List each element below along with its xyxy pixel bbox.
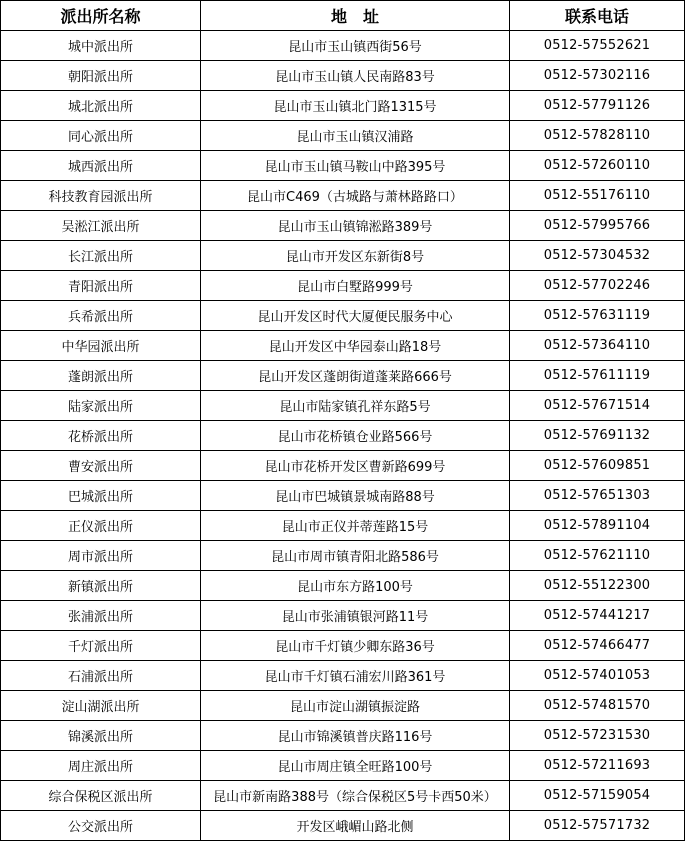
- phone-cell: 0512-57631119: [510, 301, 685, 331]
- phone-cell: 0512-57621110: [510, 541, 685, 571]
- address-cell: 昆山市锦溪镇普庆路116号: [201, 721, 510, 751]
- table-row: [1, 31, 685, 61]
- phone-cell: 0512-57691132: [510, 421, 685, 451]
- address-cell: 昆山市玉山镇汉浦路: [201, 121, 510, 151]
- address-cell: 昆山市玉山镇人民南路83号: [201, 61, 510, 91]
- station-name-cell: 正仪派出所: [1, 511, 201, 541]
- station-name-cell: 城北派出所: [1, 91, 201, 121]
- table-row: [1, 631, 685, 661]
- station-name-cell: 综合保税区派出所: [1, 781, 201, 811]
- address-cell: 昆山市开发区东新街8号: [201, 241, 510, 271]
- table-row: [1, 661, 685, 691]
- table-row: [1, 151, 685, 181]
- phone-cell: 0512-57611119: [510, 361, 685, 391]
- station-name-cell: 石浦派出所: [1, 661, 201, 691]
- table-row: [1, 301, 685, 331]
- station-name-cell: 中华园派出所: [1, 331, 201, 361]
- station-name-cell: 周庄派出所: [1, 751, 201, 781]
- phone-cell: 0512-57891104: [510, 511, 685, 541]
- station-name-cell: 蓬朗派出所: [1, 361, 201, 391]
- address-cell: 昆山市千灯镇少卿东路36号: [201, 631, 510, 661]
- phone-cell: 0512-57609851: [510, 451, 685, 481]
- address-cell: 昆山市巴城镇景城南路88号: [201, 481, 510, 511]
- station-name-cell: 兵希派出所: [1, 301, 201, 331]
- phone-cell: 0512-57304532: [510, 241, 685, 271]
- table-row: [1, 571, 685, 601]
- station-name-cell: 城西派出所: [1, 151, 201, 181]
- station-name-cell: 花桥派出所: [1, 421, 201, 451]
- address-cell: 昆山市玉山镇锦淞路389号: [201, 211, 510, 241]
- table-row: [1, 691, 685, 721]
- station-name-cell: 陆家派出所: [1, 391, 201, 421]
- address-cell: 昆山市玉山镇马鞍山中路395号: [201, 151, 510, 181]
- address-cell: 昆山市C469（古城路与萧林路路口）: [201, 181, 510, 211]
- table-row: [1, 451, 685, 481]
- table-row: [1, 361, 685, 391]
- station-name-cell: 巴城派出所: [1, 481, 201, 511]
- header-address: 地 址: [201, 1, 510, 31]
- station-name-cell: 周市派出所: [1, 541, 201, 571]
- phone-cell: 0512-57302116: [510, 61, 685, 91]
- station-name-cell: 新镇派出所: [1, 571, 201, 601]
- header-phone: 联系电话: [510, 1, 685, 31]
- phone-cell: 0512-57481570: [510, 691, 685, 721]
- phone-cell: 0512-57441217: [510, 601, 685, 631]
- address-cell: 昆山市白墅路999号: [201, 271, 510, 301]
- address-cell: 昆山市周市镇青阳北路586号: [201, 541, 510, 571]
- address-cell: 昆山市陆家镇孔祥东路5号: [201, 391, 510, 421]
- phone-cell: 0512-57671514: [510, 391, 685, 421]
- station-name-cell: 淀山湖派出所: [1, 691, 201, 721]
- station-name-cell: 科技教育园派出所: [1, 181, 201, 211]
- phone-cell: 0512-57702246: [510, 271, 685, 301]
- station-name-cell: 同心派出所: [1, 121, 201, 151]
- address-cell: 昆山市玉山镇西街56号: [201, 31, 510, 61]
- address-cell: 昆山市花桥镇仓业路566号: [201, 421, 510, 451]
- header-station-name: 派出所名称: [1, 1, 201, 31]
- table-row: [1, 331, 685, 361]
- station-name-cell: 青阳派出所: [1, 271, 201, 301]
- phone-cell: 0512-57364110: [510, 331, 685, 361]
- phone-cell: 0512-57995766: [510, 211, 685, 241]
- address-cell: 开发区峨嵋山路北侧: [201, 811, 510, 841]
- address-cell: 昆山市张浦镇银河路11号: [201, 601, 510, 631]
- station-name-cell: 曹安派出所: [1, 451, 201, 481]
- table-row: [1, 601, 685, 631]
- table-row: [1, 121, 685, 151]
- address-cell: 昆山市玉山镇北门路1315号: [201, 91, 510, 121]
- phone-cell: 0512-57466477: [510, 631, 685, 661]
- address-cell: 昆山市淀山湖镇振淀路: [201, 691, 510, 721]
- phone-cell: 0512-57211693: [510, 751, 685, 781]
- phone-cell: 0512-57231530: [510, 721, 685, 751]
- table-row: [1, 811, 685, 841]
- table-row: [1, 211, 685, 241]
- station-name-cell: 张浦派出所: [1, 601, 201, 631]
- station-name-cell: 吴淞江派出所: [1, 211, 201, 241]
- table-row: [1, 241, 685, 271]
- table-row: [1, 181, 685, 211]
- table-row: [1, 511, 685, 541]
- phone-cell: 0512-57791126: [510, 91, 685, 121]
- phone-cell: 0512-55122300: [510, 571, 685, 601]
- station-name-cell: 千灯派出所: [1, 631, 201, 661]
- table-row: [1, 721, 685, 751]
- phone-cell: 0512-55176110: [510, 181, 685, 211]
- station-name-cell: 朝阳派出所: [1, 61, 201, 91]
- station-name-cell: 锦溪派出所: [1, 721, 201, 751]
- table-row: [1, 61, 685, 91]
- phone-cell: 0512-57260110: [510, 151, 685, 181]
- address-cell: 昆山市花桥开发区曹新路699号: [201, 451, 510, 481]
- phone-cell: 0512-57651303: [510, 481, 685, 511]
- address-cell: 昆山开发区时代大厦便民服务中心: [201, 301, 510, 331]
- address-cell: 昆山市东方路100号: [201, 571, 510, 601]
- table-row: [1, 751, 685, 781]
- phone-cell: 0512-57571732: [510, 811, 685, 841]
- table-row: [1, 781, 685, 811]
- station-name-cell: 公交派出所: [1, 811, 201, 841]
- phone-cell: 0512-57159054: [510, 781, 685, 811]
- table-row: [1, 91, 685, 121]
- station-name-cell: 城中派出所: [1, 31, 201, 61]
- table-row: [1, 481, 685, 511]
- address-cell: 昆山市正仪并蒂莲路15号: [201, 511, 510, 541]
- table-body: [1, 31, 685, 841]
- address-cell: 昆山市新南路388号（综合保税区5号卡西50米）: [201, 781, 510, 811]
- table-row: [1, 421, 685, 451]
- table-row: [1, 271, 685, 301]
- address-cell: 昆山市周庄镇全旺路100号: [201, 751, 510, 781]
- table-row: [1, 391, 685, 421]
- station-name-cell: 长江派出所: [1, 241, 201, 271]
- phone-cell: 0512-57552621: [510, 31, 685, 61]
- address-cell: 昆山市千灯镇石浦宏川路361号: [201, 661, 510, 691]
- phone-cell: 0512-57828110: [510, 121, 685, 151]
- table-row: [1, 541, 685, 571]
- phone-cell: 0512-57401053: [510, 661, 685, 691]
- table-header-row: [1, 1, 685, 31]
- address-cell: 昆山开发区中华园泰山路18号: [201, 331, 510, 361]
- address-cell: 昆山开发区蓬朗街道蓬莱路666号: [201, 361, 510, 391]
